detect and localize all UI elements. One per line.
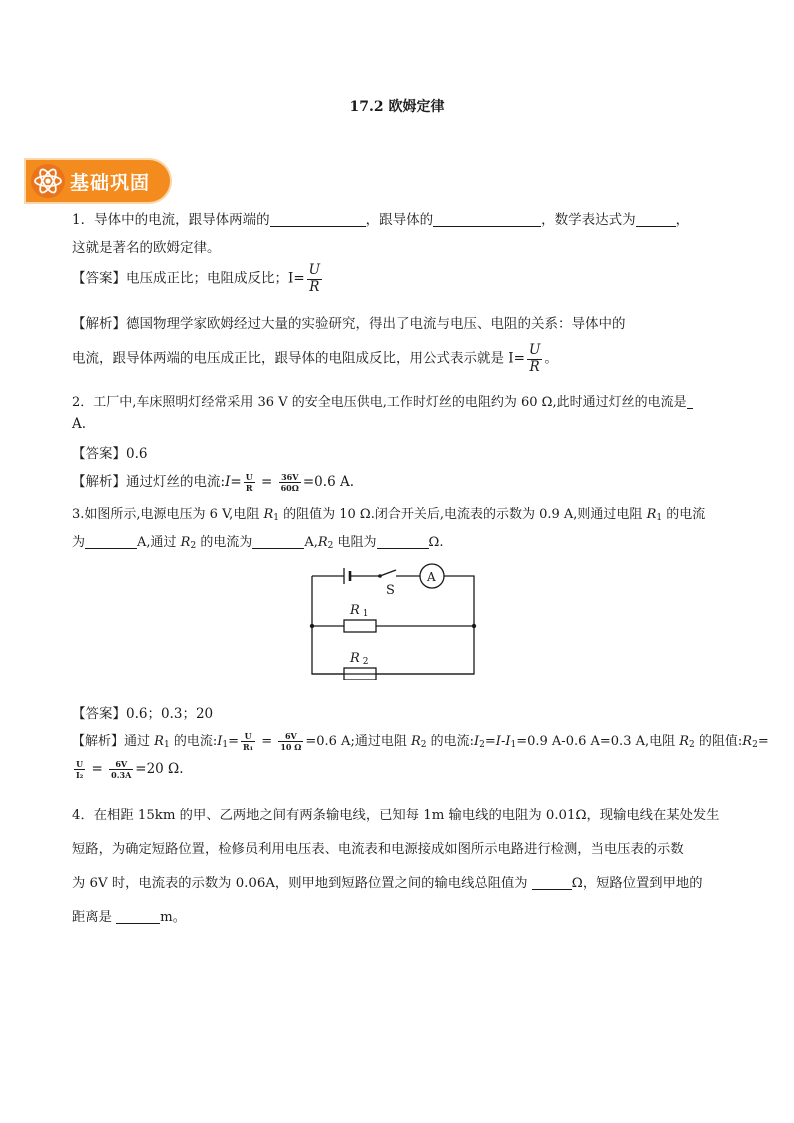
- q3-exp-9: =20 Ω.: [135, 761, 184, 777]
- symbol-i: I: [505, 734, 511, 749]
- q1-explanation-end: 。: [544, 350, 558, 367]
- fraction: [279, 473, 301, 492]
- fraction-denominator: 0.3A: [111, 770, 132, 780]
- q3-explanation-2: $\frac{U}{\text{I₂}}$ = $\frac{6V}{0.3A}$ =20 Ω.: [76, 759, 184, 780]
- q4-text-c: 距离是: [72, 910, 112, 925]
- section-badge: [26, 160, 170, 202]
- q4-text-a: 为 6V 时，电流表的示数为 0.06A，则甲地到短路位置之间的输电线总阻值为: [72, 876, 528, 891]
- subscript: 1: [656, 513, 663, 523]
- q4-line-4: [72, 906, 186, 925]
- resistor-r1: [344, 620, 376, 632]
- fraction-numerator: U: [241, 732, 255, 742]
- q2-answer: [72, 442, 147, 462]
- fraction-denominator: 60Ω: [280, 483, 299, 493]
- junction-left: [310, 624, 314, 628]
- fraction-denominator: R: [529, 358, 540, 375]
- fraction-numerator: 6V: [109, 760, 133, 770]
- switch-pivot: [378, 574, 382, 578]
- q2-symbol-i: I=: [225, 474, 242, 490]
- answer-label: 【答案】: [72, 706, 126, 722]
- symbol-r: R: [154, 734, 164, 749]
- symbol-r: R: [180, 535, 191, 550]
- fraction: [109, 760, 133, 779]
- q3-blank-3[interactable]: [377, 534, 429, 549]
- r1-subscript: 1: [362, 609, 369, 619]
- fraction-numerator: U: [528, 342, 541, 358]
- q1-text-c: ，数学表达式为: [541, 212, 636, 228]
- q3-text-3: 的电流: [662, 507, 706, 522]
- q3-answer: [72, 702, 213, 722]
- q3-blank-2[interactable]: [252, 534, 304, 549]
- q3-exp-6: =0.9 A-0.6 A=0.3 A,电阻: [516, 734, 680, 749]
- r2-symbol: R: [350, 651, 360, 666]
- q3-exp-1: 通过: [124, 734, 155, 749]
- q1-explanation-text: 德国物理学家欧姆经过大量的实验研究，得出了电流与电压、电阻的关系：导体中的: [126, 316, 626, 332]
- symbol-r: R: [263, 507, 274, 522]
- junction-right: [472, 624, 476, 628]
- fraction-denominator: R: [245, 483, 253, 493]
- answer-label: 【答案】: [72, 446, 126, 462]
- subscript: 2: [420, 740, 427, 750]
- q1-explanation: [72, 312, 626, 332]
- q3-explanation: 【解析】通过 $R_1$ 的电流$:I_1=$ $\frac{U}{\text{R₁}}$ = $\frac{6V}{10 \Omega}$ =0.6 A;通过电阻 $R_2$ 的电流$:I_2=I-I_1=0.9$ A-0.6 A=0.3 A,电阻 $R_2$ 的阻值$:R_2=$: [72, 731, 769, 752]
- section-title: 基础巩固: [70, 172, 151, 194]
- fraction-numerator: U: [245, 472, 253, 482]
- q1-text-b: ，跟导体的: [365, 212, 434, 228]
- fraction-numerator: 6V: [278, 732, 303, 742]
- q1-blank-3[interactable]: [636, 212, 676, 227]
- q2-text: 2．工厂中,车床照明灯经常采用 36 V 的安全电压供电,工作时灯丝的电阻约为 60 Ω,此时通过灯丝的电流是: [72, 395, 687, 410]
- fraction: [241, 732, 255, 751]
- q2-explanation-text: 通过灯丝的电流:: [126, 474, 226, 490]
- explanation-label: 【解析】: [72, 474, 126, 490]
- subscript: 2: [752, 740, 758, 750]
- fraction-denominator: R: [309, 278, 320, 295]
- symbol-i: I: [474, 734, 480, 749]
- fraction-numerator: 36V: [279, 473, 301, 483]
- q1-stem-2: 这就是著名的欧姆定律。: [72, 240, 221, 256]
- subscript: 1: [273, 513, 279, 523]
- page-title: 17.2 欧姆定律: [349, 99, 445, 115]
- fraction: [244, 473, 255, 492]
- r1-symbol: R: [350, 603, 360, 618]
- fraction: [278, 732, 303, 751]
- symbol-i: I: [495, 734, 501, 749]
- q3-text-7: A,: [304, 535, 318, 550]
- subscript: 2: [190, 541, 197, 551]
- symbol-i: I: [217, 734, 223, 749]
- subscript: 2: [689, 740, 695, 750]
- q3-exp-4: =0.6 A;通过电阻: [305, 734, 411, 749]
- q2-blank[interactable]: [687, 394, 693, 409]
- symbol-r: R: [679, 734, 690, 749]
- q3-text-9: Ω.: [428, 535, 444, 550]
- subscript: 1: [222, 740, 229, 750]
- fraction-denominator: I₂: [76, 770, 84, 780]
- r2-subscript: 2: [362, 657, 369, 667]
- q3-text-2: 的阻值为 10 Ω.闭合开关后,电流表的示数为 0.9 A,则通过电阻: [278, 507, 647, 522]
- symbol-r: R: [410, 734, 421, 749]
- q3-stem-2: [72, 531, 443, 551]
- minus-sign: -: [500, 734, 506, 749]
- q4-line-2: 短路，为确定短路位置，检修员利用电压表、电流表和电源接成如图所示电路进行检测，当电压表的示数: [72, 842, 684, 857]
- q1-text-d: ，: [675, 212, 690, 228]
- subscript: 2: [327, 541, 334, 551]
- q4-line-3: [72, 872, 703, 891]
- switch-label: S: [386, 583, 395, 598]
- atom-icon: [30, 163, 66, 199]
- subscript: 1: [510, 740, 517, 750]
- q4-text-d: m。: [160, 910, 187, 925]
- q3-exp-3: =: [228, 734, 239, 749]
- q3-exp-5: 的电流:: [426, 734, 475, 749]
- q3-text-5: A,通过: [137, 535, 181, 550]
- fraction: [307, 264, 322, 294]
- q1-answer-text: 电压成正比；电阻成反比；I=: [126, 270, 305, 287]
- q2-answer-text: 0.6: [126, 446, 148, 462]
- q4-text-b: Ω，短路位置到甲地的: [571, 876, 703, 891]
- subscript: 2: [479, 740, 485, 750]
- q3-exp-2: 的电流:: [169, 734, 218, 749]
- q1-blank-1[interactable]: [270, 212, 366, 227]
- fraction-denominator: R₁: [242, 742, 254, 752]
- explanation-label: 【解析】: [72, 316, 126, 332]
- r2-label: [349, 651, 369, 667]
- q3-text-4: 为: [72, 535, 86, 550]
- q1-explanation-2: [72, 344, 558, 374]
- symbol-r: R: [317, 535, 328, 550]
- subscript: 1: [163, 740, 170, 750]
- q3-stem: [72, 503, 705, 523]
- fraction-numerator: U: [74, 760, 85, 770]
- q2-stem: [72, 391, 693, 410]
- fraction: [527, 344, 542, 374]
- q3-text-6: 的电流为: [196, 535, 253, 550]
- q3-blank-1[interactable]: [85, 534, 137, 549]
- symbol-r: R: [742, 734, 753, 749]
- fraction-denominator: 10 Ω: [280, 742, 302, 752]
- q2-stem-2: A.: [72, 416, 87, 432]
- q3-exp-8: =: [757, 734, 769, 749]
- r1-label: [349, 603, 369, 619]
- circuit-diagram: [300, 560, 480, 680]
- fraction: [74, 760, 85, 779]
- ammeter-label: A: [427, 570, 436, 584]
- symbol-r: R: [646, 507, 657, 522]
- q3-exp-7: 的阻值:: [694, 734, 743, 749]
- fraction-numerator: U: [308, 262, 321, 278]
- q3-text-8: 电阻为: [333, 535, 377, 550]
- q3-answer-text: 0.6；0.3；20: [126, 706, 214, 722]
- q2-explanation-end: =0.6 A.: [302, 474, 354, 490]
- q3-text-1: 3.如图所示,电源电压为 6 V,电阻: [72, 507, 264, 522]
- q1-blank-2[interactable]: [433, 212, 541, 227]
- q1-stem: [72, 208, 689, 228]
- q4-line-1: 4．在相距 15km 的甲、乙两地之间有两条输电线，已知每 1m 输电线的电阻为 0.01Ω，现输电线在某处发生: [72, 808, 720, 823]
- q1-text-a: 1．导体中的电流，跟导体两端的: [72, 212, 270, 228]
- q1-answer: [72, 264, 324, 294]
- q2-explanation: 【解析】通过灯丝的电流:I= $\frac{U}{R}$ = $\frac{36V}{60\Omega}$ =0.6 A.: [72, 472, 354, 493]
- q4-blank-1[interactable]: [532, 875, 572, 890]
- q1-explanation-text-2: 电流，跟导体两端的电压成正比，跟导体的电阻成反比，用公式表示就是 I=: [72, 350, 525, 367]
- answer-label: 【答案】: [72, 270, 126, 287]
- q4-blank-2[interactable]: [116, 909, 160, 924]
- explanation-label: 【解析】: [72, 734, 125, 749]
